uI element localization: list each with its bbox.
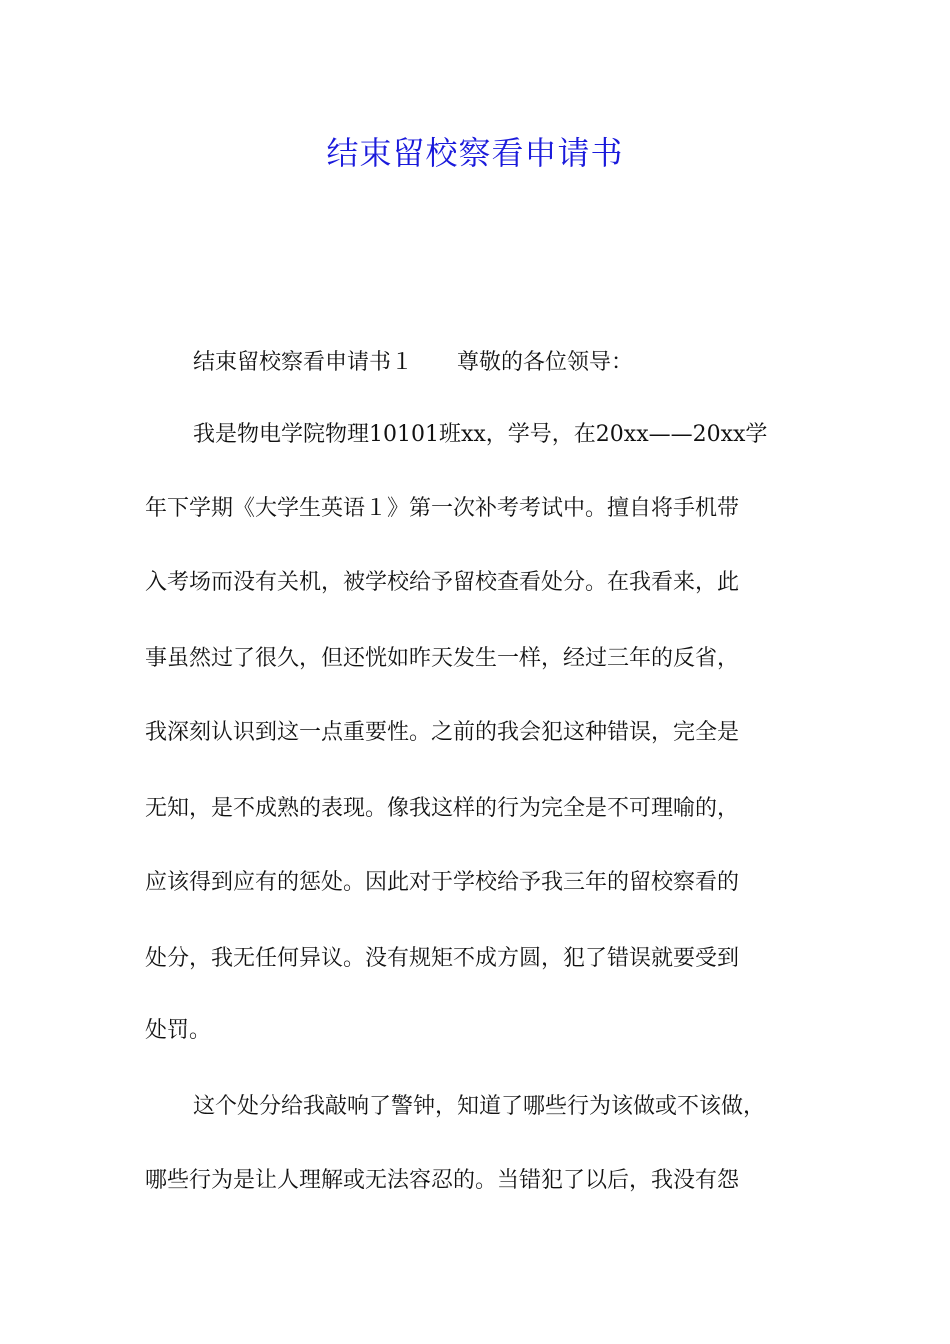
body-line: 应该得到应有的惩处。因此对于学校给予我三年的留校察看的: [145, 870, 740, 895]
body-line: 哪些行为是让人理解或无法容忍的。当错犯了以后，我没有怨: [145, 1168, 740, 1193]
body-line: 结束留校察看申请书１ 尊敬的各位领导：: [193, 350, 634, 375]
body-line: 处罚。: [145, 1018, 212, 1043]
body-line: 入考场而没有关机，被学校给予留校查看处分。在我看来，此: [145, 570, 740, 595]
body-line: 我是物电学院物理10101班xx，学号，在20xx——20xx学: [193, 422, 768, 447]
body-line: 无知，是不成熟的表现。像我这样的行为完全是不可理喻的，: [145, 796, 740, 821]
body-line: 事虽然过了很久，但还恍如昨天发生一样，经过三年的反省，: [145, 646, 740, 671]
body-line: 我深刻认识到这一点重要性。之前的我会犯这种错误，完全是: [145, 720, 740, 745]
body-line: 年下学期《大学生英语１》第一次补考考试中。擅自将手机带: [145, 496, 740, 521]
body-line: 这个处分给我敲响了警钟，知道了哪些行为该做或不该做，: [193, 1094, 766, 1119]
document-title: 结束留校察看申请书: [326, 134, 624, 172]
body-line: 处分，我无任何异议。没有规矩不成方圆，犯了错误就要受到: [145, 946, 740, 971]
